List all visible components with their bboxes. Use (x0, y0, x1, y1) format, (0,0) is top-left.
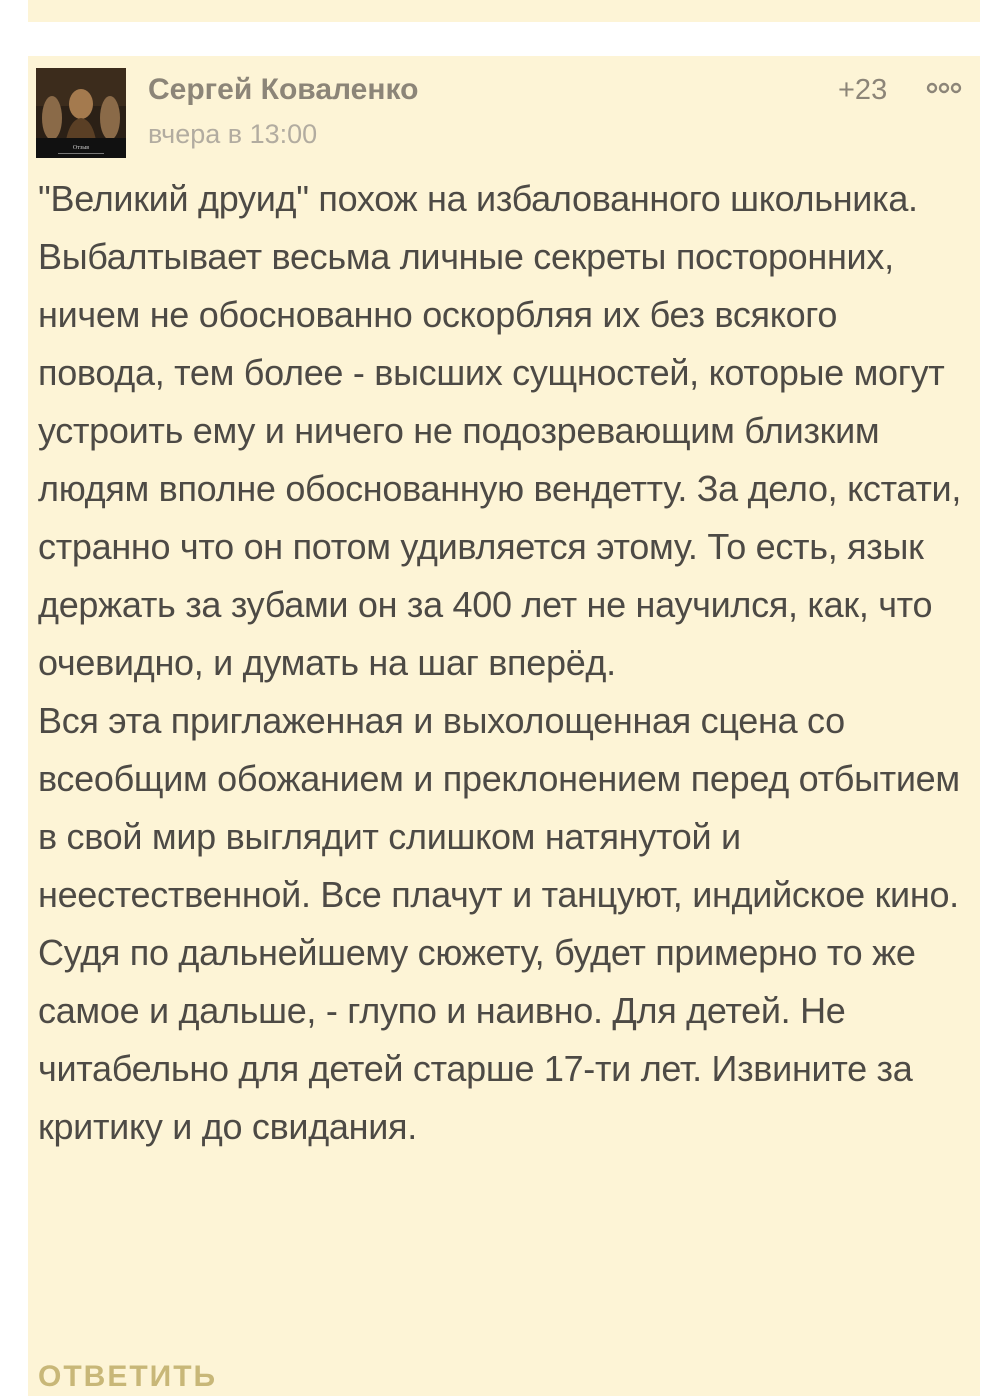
post-time: вчера в 13:00 (148, 119, 318, 149)
comment-card (28, 56, 980, 1396)
comment-header (28, 56, 980, 166)
comment-body (38, 170, 973, 1156)
more-dots-icon (924, 76, 964, 100)
more-options-button[interactable] (924, 76, 964, 100)
avatar[interactable] (36, 68, 126, 158)
avatar-caption: Отзыв (72, 145, 90, 151)
comment-paragraph: Вся эта приглаженная и выхолощенная сцена со всеобщим обожанием и преклонением перед отбытием в свой мир выглядит слишком натянутой и неестественной. Все плачут и танцуют, индийское кино. (38, 700, 960, 915)
previous-comment-card (28, 0, 980, 22)
reply-button[interactable]: ОТВЕТИТЬ (38, 1360, 218, 1393)
comment-paragraph: Судя по дальнейшему сюжету, будет примерно то же самое и дальше, - глупо и наивно. Для детей. Не читабельно для детей старше 17-ти лет. Извините за критику и до свидания. (38, 932, 916, 1147)
rating-count: +23 (838, 74, 888, 106)
author-name[interactable]: Сергей Коваленко (148, 73, 419, 106)
comment-paragraph: "Великий друид" похож на избалованного школьника. Выбалтывает весьма личные секреты посторонних, ничем не обоснованно оскорбляя их без всякого повода, тем более - высших сущностей, которые могут устроить ему и ничего не подозревающим близким людям вполне обоснованную вендетту. За дело, кстати, странно что он потом удивляется этому. То есть, язык держать за зубами он за 400 лет не научился, как, что очевидно, и думать на шаг вперёд. (38, 178, 962, 683)
avatar-image (36, 68, 126, 158)
